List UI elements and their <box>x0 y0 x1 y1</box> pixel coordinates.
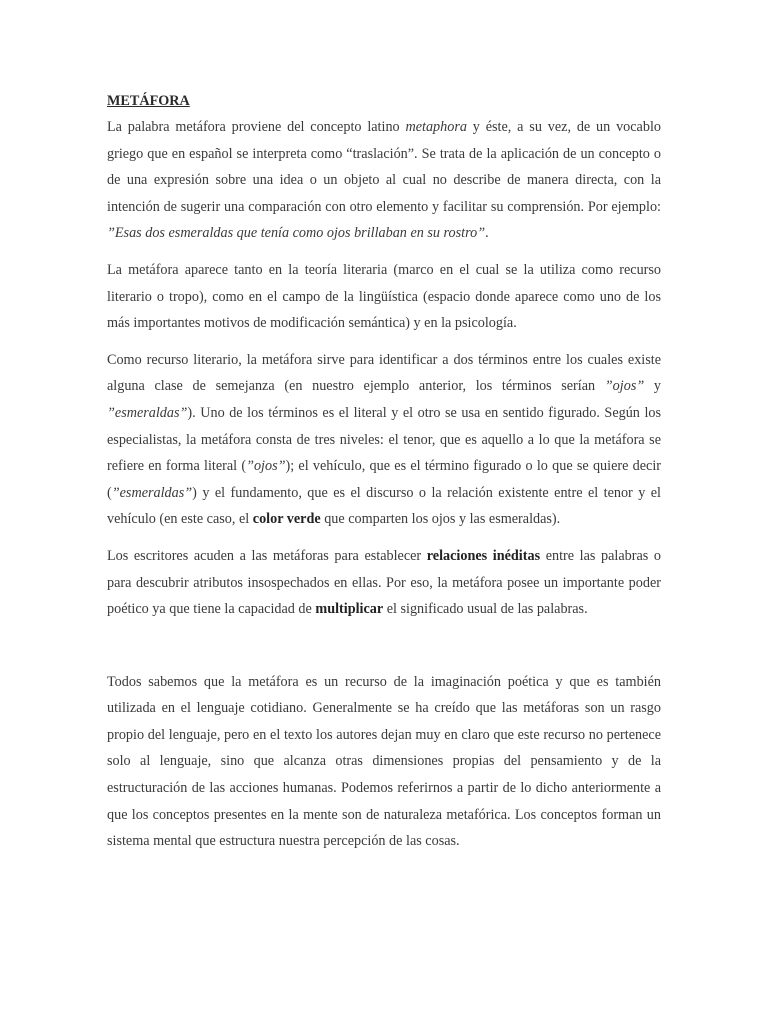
paragraph-2-text: La metáfora aparece tanto en la teoría literaria (marco en el cual se la utiliza como recurso literario o tropo), como en el campo de la lingüística (espacio donde aparece como uno de los más importantes motivos de modificación semántica) y en la psicología. <box>107 261 661 332</box>
document-body <box>107 88 661 865</box>
paragraph-1-text-e: . <box>485 225 489 242</box>
paragraph-1-text-c: y éste, a su vez, de un vocablo griego que en español se interpreta como “traslación”. Se trata de la aplicación de un concepto o de una expresión sobre una idea o un objeto al cual no describe de manera directa, con la intención de sugerir una comparación con otro elemento y facilitar su comprensión. Por ejemplo: <box>107 119 661 215</box>
paragraph-3-text-e: ). Uno de los términos es el literal y el otro se usa en sentido figurado. Según los especialistas, la metáfora consta de tres niveles: el tenor, que es aquello a lo que la metáfora se refiere en forma literal ( <box>107 404 661 475</box>
paragraph-4-text-e: el significado usual de las palabras. <box>383 601 588 618</box>
term-ojos: ”ojos” <box>604 378 645 395</box>
paragraph-3-text-k: que comparten los ojos y las esmeraldas). <box>320 511 561 528</box>
paragraph-3-text-c: y <box>644 378 661 395</box>
color-verde-bold: color verde <box>252 511 321 528</box>
paragraph-3-text-g: ); el vehículo, que es el término figurado o lo que se quiere decir ( <box>107 458 661 501</box>
vehicle-term: ”esmeraldas” <box>111 484 193 501</box>
paragraph-5 <box>107 669 661 855</box>
paragraph-3-text-i: ) y el fundamento, que es el discurso o la relación existente entre el tenor y el vehículo (en este caso, el <box>107 484 661 528</box>
paragraph-4-text-a: Los escritores acuden a las metáforas para establecer <box>107 547 427 564</box>
latin-term: metaphora <box>405 119 467 135</box>
paragraph-3 <box>107 347 661 533</box>
paragraph-1-text-a: La palabra metáfora proviene del concepto latino <box>107 119 406 135</box>
paragraph-4-text-c: entre las palabras o para descubrir atributos insospechados en ellas. Por eso, la metáfora posee un importante poder poético ya que tiene la capacidad de <box>107 547 661 618</box>
multiplicar-bold: multiplicar <box>315 601 384 618</box>
paragraph-1 <box>107 114 661 247</box>
paragraph-4 <box>107 543 661 623</box>
paragraph-3-text-a: Como recurso literario, la metáfora sirve para identificar a dos términos entre los cuales existe alguna clase de semejanza (en nuestro ejemplo anterior, los términos serían <box>107 351 661 395</box>
paragraph-2 <box>107 257 661 337</box>
relaciones-ineditas-bold: relaciones inéditas <box>426 547 541 564</box>
document-title: METÁFORA <box>107 93 190 109</box>
term-esmeraldas: ”esmeraldas” <box>107 404 188 421</box>
tenor-term: ”ojos” <box>246 458 286 475</box>
paragraph-5-text: Todos sabemos que la metáfora es un recurso de la imaginación poética y que es también utilizada en el lenguaje cotidiano. Generalmente se ha creído que las metáforas son un rasgo propio del lenguaje, pero en el texto los autores dejan muy en claro que este recurso no pertenece solo al lenguaje, sino que alcanza otras dimensiones propias del pensamiento y de la estructuración de las acciones humanas. Podemos referirnos a partir de lo dicho anteriormente a que los conceptos presentes en la mente son de naturaleza metafórica. Los conceptos forman un sistema mental que estructura nuestra percepción de las cosas. <box>107 673 661 850</box>
example-quote: ”Esas dos esmeraldas que tenía como ojos brillaban en su rostro” <box>107 225 486 242</box>
